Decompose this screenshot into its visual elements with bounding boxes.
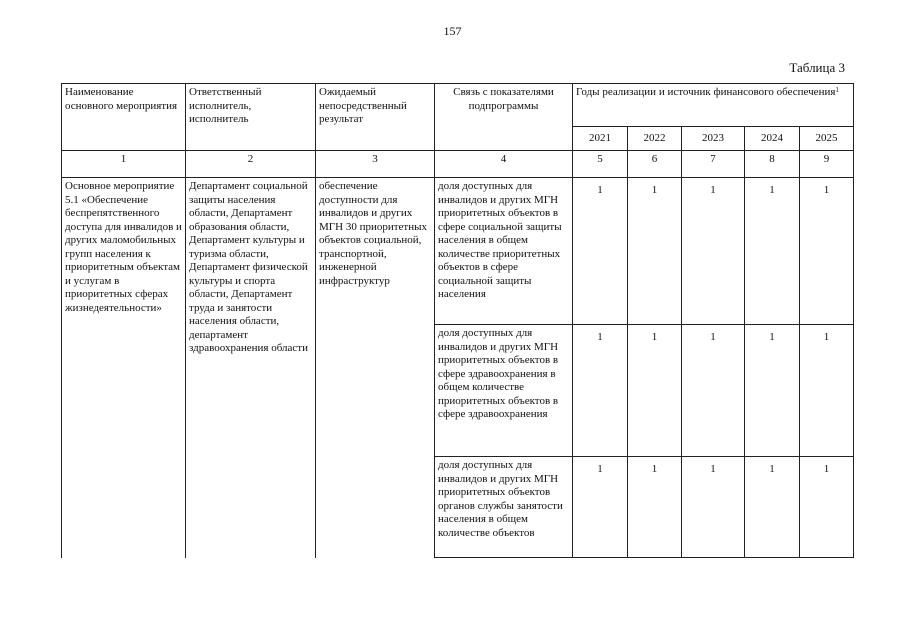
header-year: 2023 xyxy=(682,126,745,150)
measure-executor: Департамент социальной защиты населения области, Департамент образования области, Департамент культуры и туризма области, Департамент физической культуры и спорта области, Департамент труда и занятости населения области, департамент здравоохранения области xyxy=(186,178,316,558)
indicator-value: 1 xyxy=(682,325,745,457)
indicator-value: 1 xyxy=(682,178,745,325)
header-executor: Ответственный исполнитель, исполнитель xyxy=(186,84,316,151)
indicator-value: 1 xyxy=(745,457,800,558)
header-year: 2025 xyxy=(800,126,854,150)
header-year: 2021 xyxy=(573,126,628,150)
page-number: 157 xyxy=(443,24,462,38)
table-row xyxy=(62,178,854,325)
indicator-value: 1 xyxy=(745,178,800,325)
table-label: Таблица 3 xyxy=(789,60,845,75)
header-measure-name: Наименование основного мероприятия xyxy=(62,84,186,151)
column-number: 5 xyxy=(573,151,628,178)
indicator-value: 1 xyxy=(800,178,854,325)
column-number: 3 xyxy=(316,151,435,178)
header-result: Ожидаемый непосредственный результат xyxy=(316,84,435,151)
column-number: 8 xyxy=(745,151,800,178)
indicator-value: 1 xyxy=(573,178,628,325)
indicator-value: 1 xyxy=(573,325,628,457)
indicator-value: 1 xyxy=(745,325,800,457)
header-year: 2024 xyxy=(745,126,800,150)
indicator-value: 1 xyxy=(682,457,745,558)
measures-table xyxy=(61,83,854,558)
header-indicators: Связь с показателями подпрограммы xyxy=(435,84,573,151)
footnote-mark: 1 xyxy=(835,86,839,94)
indicator-value: 1 xyxy=(628,325,682,457)
column-number: 6 xyxy=(628,151,682,178)
indicator-value: 1 xyxy=(800,457,854,558)
column-number: 1 xyxy=(62,151,186,178)
column-number: 4 xyxy=(435,151,573,178)
column-number: 2 xyxy=(186,151,316,178)
indicator-text: доля доступных для инвалидов и других МГН приоритетных объектов органов службы занятости населения в общем количестве объектов xyxy=(435,457,573,558)
header-year: 2022 xyxy=(628,126,682,150)
indicator-value: 1 xyxy=(573,457,628,558)
indicator-value: 1 xyxy=(800,325,854,457)
measure-name: Основное мероприятие 5.1 «Обеспечение беспрепятственного доступа для инвалидов и других маломобильных групп населения к приоритетным объектам и услугам в приоритетных сферах жизнедеятельности» xyxy=(62,178,186,558)
indicator-text: доля доступных для инвалидов и других МГН приоритетных объектов в сфере здравоохранения в общем количестве приоритетных объектов в сфере здравоохранения xyxy=(435,325,573,457)
indicator-value: 1 xyxy=(628,178,682,325)
indicator-value: 1 xyxy=(628,457,682,558)
indicator-text: доля доступных для инвалидов и других МГН приоритетных объектов в сфере социальной защиты населения в общем количестве приоритетных объектов в сфере социальной защиты населения xyxy=(435,178,573,325)
measure-result: обеспечение доступности для инвалидов и других МГН 30 приоритетных объектов социальной, транспортной, инженерной инфраструктур xyxy=(316,178,435,558)
column-numbers-row xyxy=(62,151,854,178)
header-years-group-text: Годы реализации и источник финансового обеспечения xyxy=(576,86,836,98)
column-number: 9 xyxy=(800,151,854,178)
column-number: 7 xyxy=(682,151,745,178)
header-years-group xyxy=(573,84,854,127)
